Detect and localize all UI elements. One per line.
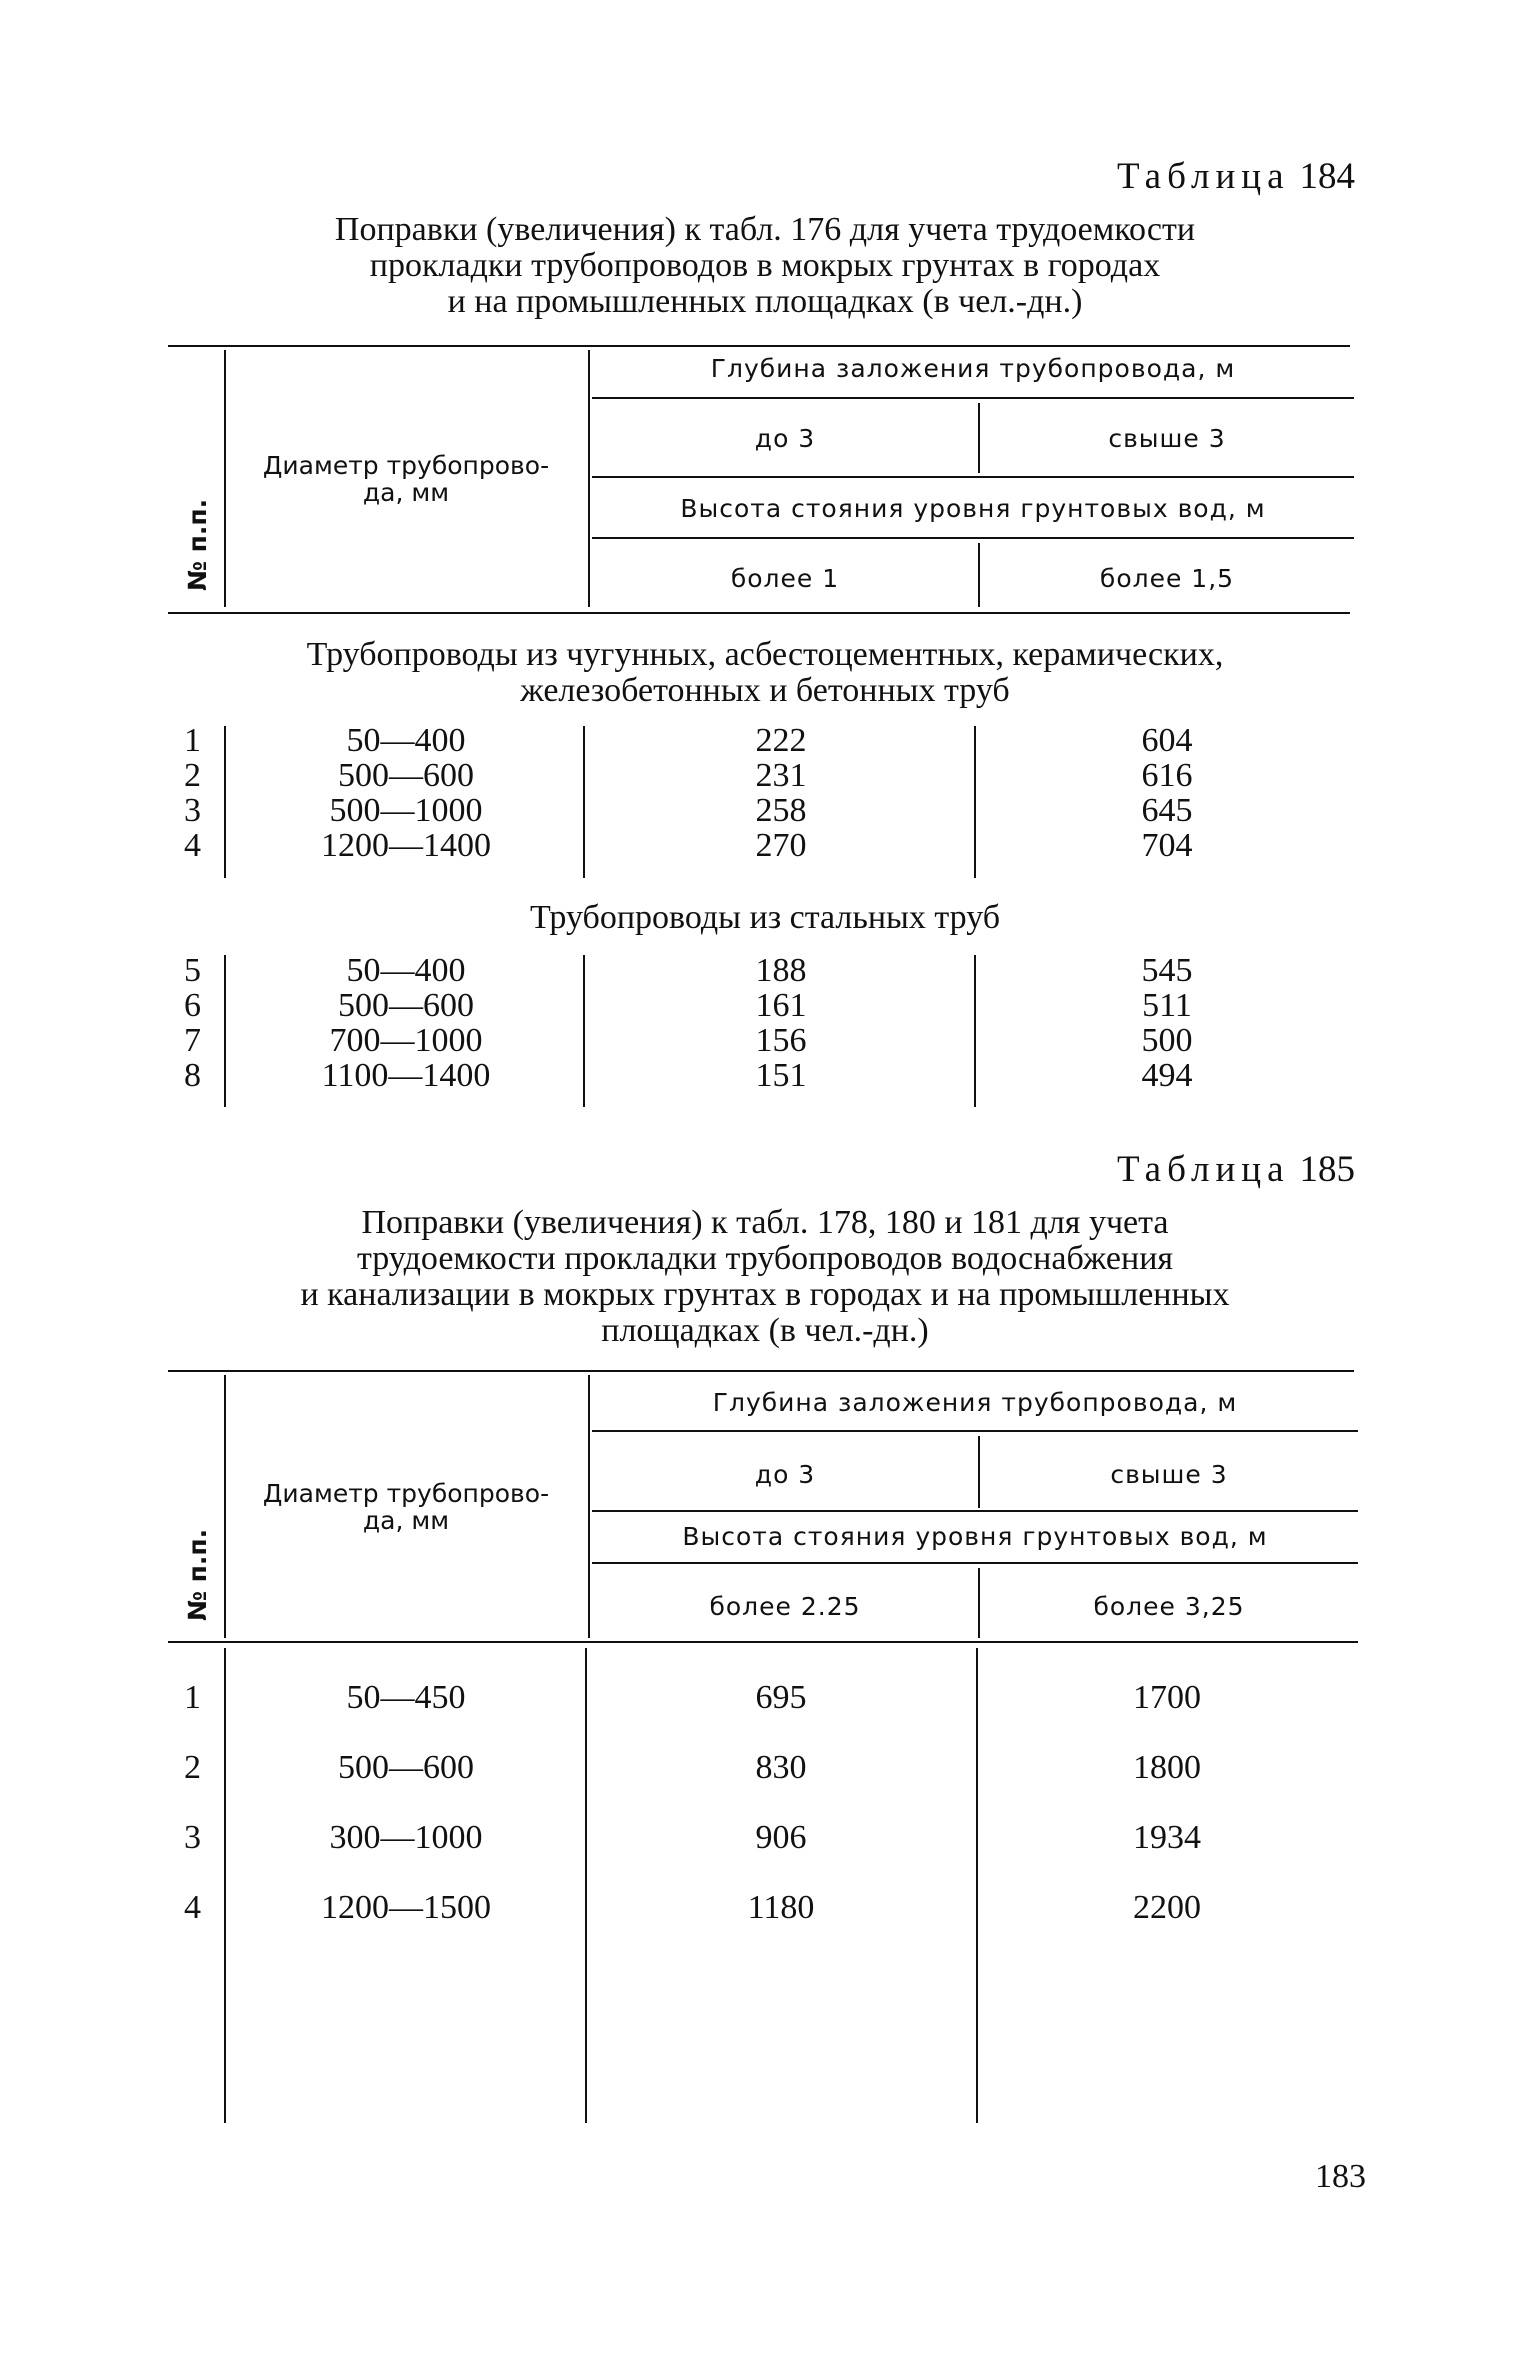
diameter-cell: 50—400: [346, 952, 466, 989]
value-b-cell: 645: [1141, 792, 1193, 829]
value-a-cell: 222: [755, 722, 807, 759]
value-b-cell: 1700: [1133, 1679, 1201, 1716]
caption-word: Таблица: [1117, 1149, 1290, 1190]
page-number: 183: [1315, 2158, 1366, 2195]
water-header: Высота стояния уровня грунтовых вод, м: [680, 494, 1266, 523]
value-b-cell: 704: [1141, 827, 1193, 864]
row-number: 3: [184, 792, 201, 829]
section-title: [150, 900, 1380, 936]
diameter-header-line: да, мм: [362, 478, 450, 507]
table-row: [0, 1023, 1536, 1058]
diameter-cell: 1200—1400: [321, 827, 491, 864]
table-184-caption: [1075, 155, 1355, 198]
row-number: 1: [184, 722, 201, 759]
table-row: [0, 1058, 1536, 1093]
rule: [168, 612, 1350, 614]
row-number: 7: [184, 1022, 201, 1059]
caption-word: Таблица: [1117, 156, 1290, 197]
row-number: 6: [184, 987, 201, 1024]
rule: [592, 1510, 1358, 1512]
value-a-cell: 906: [755, 1819, 807, 1856]
section-title-line: Трубопроводы из чугунных, асбестоцементных, керамических,: [306, 636, 1224, 673]
diameter-cell: 50—400: [346, 722, 466, 759]
title-line: Поправки (увеличения) к табл. 178, 180 и 181 для учета: [361, 1204, 1169, 1241]
water-a-header: более 1: [730, 564, 840, 593]
row-number: 2: [184, 1749, 201, 1786]
value-b-cell: 500: [1141, 1022, 1193, 1059]
title-line: и на промышленных площадках (в чел.-дн.): [447, 283, 1083, 320]
value-b-cell: 494: [1141, 1057, 1193, 1094]
water-b-header: более 1,5: [1099, 564, 1235, 593]
diameter-cell: 50—450: [346, 1679, 466, 1716]
value-a-cell: 270: [755, 827, 807, 864]
depth-b-header: свыше 3: [1108, 424, 1226, 453]
table-row: [0, 1820, 1536, 1860]
rule: [224, 1375, 226, 1638]
title-line: и канализации в мокрых грунтах в городах и на промышленных: [300, 1276, 1230, 1313]
table-row: [0, 758, 1536, 793]
depth-header: Глубина заложения трубопровода, м: [710, 354, 1236, 383]
diameter-header: [228, 1480, 584, 1534]
rule: [588, 1375, 590, 1638]
value-a-cell: 258: [755, 792, 807, 829]
rule: [168, 345, 1350, 347]
value-b-cell: 1800: [1133, 1749, 1201, 1786]
table-row: [0, 723, 1536, 758]
diameter-cell: 500—600: [338, 987, 474, 1024]
rule: [592, 1430, 1358, 1432]
table-row: [0, 793, 1536, 828]
value-a-cell: 830: [755, 1749, 807, 1786]
title-line: трудоемкости прокладки трубопроводов водоснабжения: [356, 1240, 1174, 1277]
table-184-title: [150, 212, 1380, 320]
rule: [592, 537, 1354, 539]
depth-a-header: до 3: [754, 1460, 816, 1489]
value-a-cell: 231: [755, 757, 807, 794]
title-line: Поправки (увеличения) к табл. 176 для учета трудоемкости: [334, 211, 1196, 248]
table-row: [0, 828, 1536, 863]
row-number: 1: [184, 1679, 201, 1716]
rule: [592, 476, 1354, 478]
diameter-header-line: да, мм: [362, 1506, 450, 1535]
value-a-cell: 1180: [747, 1889, 815, 1926]
diameter-cell: 700—1000: [329, 1022, 483, 1059]
value-b-cell: 604: [1141, 722, 1193, 759]
row-number-header: № п.п.: [183, 1528, 212, 1622]
value-a-cell: 695: [755, 1679, 807, 1716]
water-a-header: более 2.25: [709, 1592, 861, 1621]
value-b-cell: 616: [1141, 757, 1193, 794]
rule: [168, 1641, 1358, 1643]
water-b-header: более 3,25: [1093, 1592, 1245, 1621]
diameter-header-line: Диаметр трубопрово-: [262, 451, 550, 480]
row-number-header: № п.п.: [183, 498, 212, 592]
diameter-cell: 500—600: [338, 1749, 474, 1786]
value-a-cell: 151: [755, 1057, 807, 1094]
value-a-cell: 188: [755, 952, 807, 989]
table-row: [0, 953, 1536, 988]
table-185-title: [150, 1205, 1380, 1349]
table-row: [0, 1680, 1536, 1720]
table-row: [0, 1750, 1536, 1790]
value-b-cell: 545: [1141, 952, 1193, 989]
value-a-cell: 161: [755, 987, 807, 1024]
title-line: площадках (в чел.-дн.): [601, 1312, 929, 1349]
diameter-cell: 500—600: [338, 757, 474, 794]
row-number: 4: [184, 1889, 201, 1926]
depth-header: Глубина заложения трубопровода, м: [712, 1388, 1238, 1417]
title-line: прокладки трубопроводов в мокрых грунтах в городах: [369, 247, 1161, 284]
diameter-cell: 1200—1500: [321, 1889, 491, 1926]
diameter-cell: 1100—1400: [321, 1057, 491, 1094]
row-number: 4: [184, 827, 201, 864]
caption-number: 185: [1299, 1149, 1355, 1190]
table-185-caption: [1075, 1148, 1355, 1191]
diameter-cell: 300—1000: [329, 1819, 483, 1856]
value-b-cell: 2200: [1133, 1889, 1201, 1926]
rule: [224, 350, 226, 607]
rule: [168, 1370, 1354, 1372]
row-number: 3: [184, 1819, 201, 1856]
rule: [588, 350, 590, 607]
value-a-cell: 156: [755, 1022, 807, 1059]
section-title-line: Трубопроводы из стальных труб: [529, 899, 1001, 936]
diameter-cell: 500—1000: [329, 792, 483, 829]
diameter-header-line: Диаметр трубопрово-: [262, 1479, 550, 1508]
value-b-cell: 511: [1142, 987, 1192, 1024]
depth-a-header: до 3: [754, 424, 816, 453]
table-row: [0, 1890, 1536, 1930]
diameter-header: [228, 452, 584, 506]
row-number: 2: [184, 757, 201, 794]
row-number: 5: [184, 952, 201, 989]
row-number: 8: [184, 1057, 201, 1094]
water-header: Высота стояния уровня грунтовых вод, м: [682, 1522, 1268, 1551]
rule: [592, 397, 1354, 399]
rule: [592, 1562, 1358, 1564]
depth-b-header: свыше 3: [1110, 1460, 1228, 1489]
section-title-line: железобетонных и бетонных труб: [520, 672, 1010, 709]
table-row: [0, 988, 1536, 1023]
caption-number: 184: [1299, 156, 1355, 197]
section-title: [150, 637, 1380, 709]
value-b-cell: 1934: [1133, 1819, 1201, 1856]
